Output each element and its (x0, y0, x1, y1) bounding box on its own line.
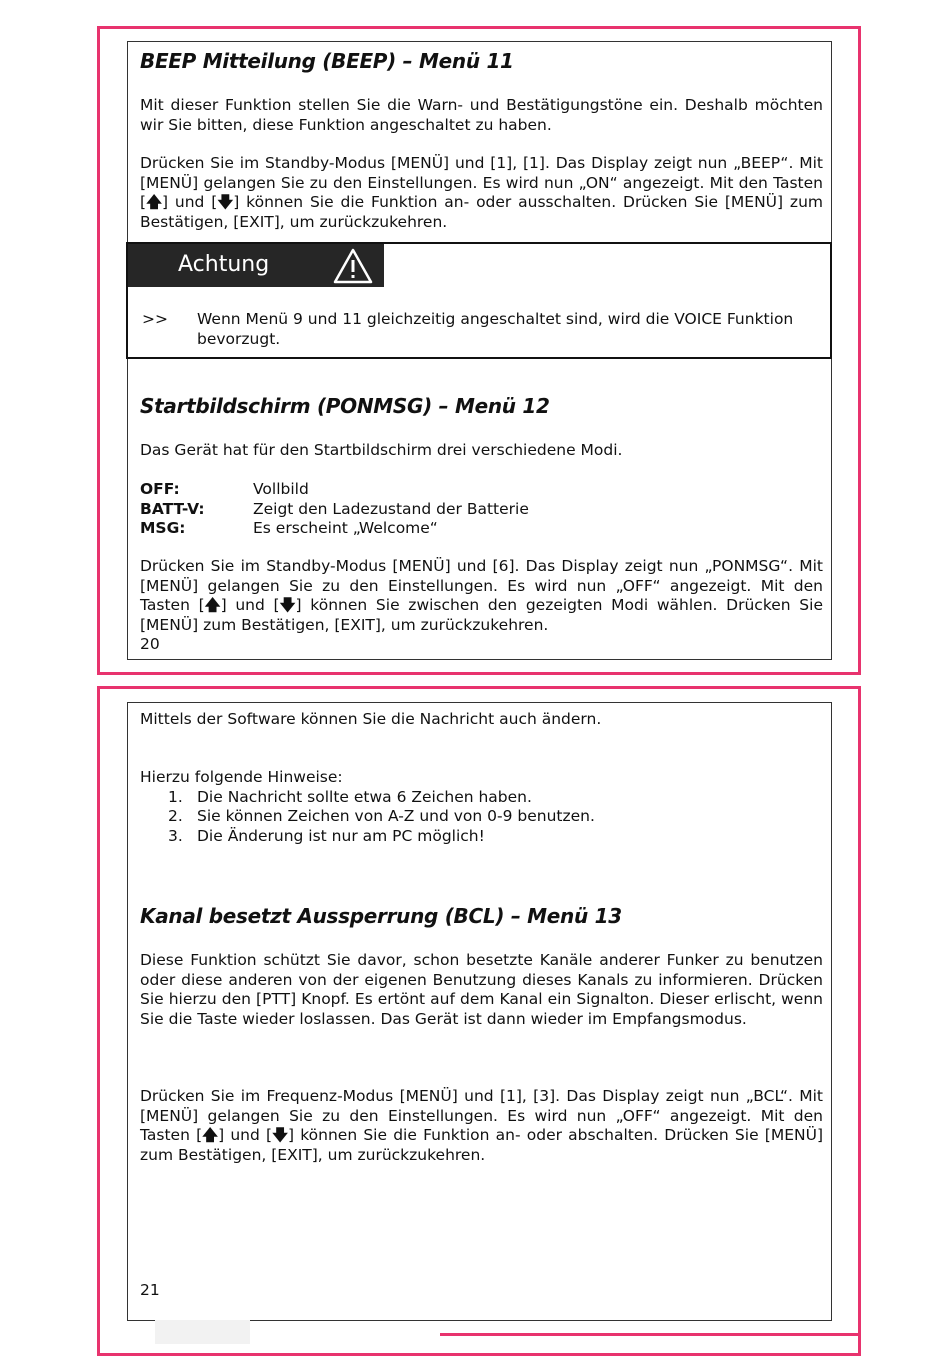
bottom-accent-line (440, 1333, 860, 1336)
hint-number: 2. (168, 807, 183, 825)
hint-text: Sie können Zeichen von A-Z und von 0-9 benutzen. (197, 807, 595, 825)
mode-term-batt: BATT-V: (140, 500, 205, 518)
hint-number: 3. (168, 827, 183, 845)
warning-header (128, 244, 384, 287)
heading-beep: BEEP Mitteilung (BEEP) – Menü 11 (140, 49, 514, 73)
page-number-20: 20 (140, 635, 160, 653)
warning-text: Wenn Menü 9 und 11 gleichzeitig angeschaltet sind, wird die VOICE Funktion bevorzugt. (197, 310, 794, 348)
warning-marker: >> (142, 310, 168, 328)
software-intro: Mittels der Software können Sie die Nachricht auch ändern. (140, 710, 602, 728)
mode-term-off: OFF: (140, 480, 180, 498)
hints-title: Hierzu folgende Hinweise: (140, 768, 343, 786)
bottom-gray-strip (155, 1320, 250, 1344)
heading-ponmsg: Startbildschirm (PONMSG) – Menü 12 (140, 394, 550, 418)
warning-triangle-icon (333, 248, 373, 284)
ponmsg-intro: Das Gerät hat für den Startbildschirm drei verschiedene Modi. (140, 441, 623, 459)
down-arrow-icon: 🡇 (279, 596, 296, 614)
up-arrow-icon: 🡅 (146, 193, 162, 211)
up-arrow-icon: 🡅 (204, 596, 221, 614)
beep-paragraph-1: Mit dieser Funktion stellen Sie die Warn- und Bestätigungstöne ein. Deshalb möchten wir Sie bitten, diese Funktion angeschaltet zu haben. (140, 96, 823, 134)
page-2-content (127, 702, 832, 1321)
page-number-21: 21 (140, 1281, 160, 1299)
bcl-paragraph-2: Drücken Sie im Frequenz-Modus [MENÜ] und [1], [3]. Das Display zeigt nun „BCL“. Mit [MENÜ] gelangen Sie zu den Einstellungen. Es wird nun „OFF“ angezeigt. Mit den Tasten [🡅] und [🡇] können Sie die Funktion an- oder abschalten. Drücken Sie [MENÜ] zum Bestätigen, [EXIT], um zurückzukehren. (140, 1087, 824, 1164)
mode-desc-off: Vollbild (253, 480, 309, 498)
mode-desc-msg: Es erscheint „Welcome“ (253, 519, 438, 537)
ponmsg-paragraph: Drücken Sie im Standby-Modus [MENÜ] und [6]. Das Display zeigt nun „PONMSG“. Mit [MENÜ] gelangen Sie zu den Einstellungen. Es wird nun „OFF“ angezeigt. Mit den Tasten [🡅] und [🡇] können Sie zwischen den gezeigten Modi wählen. Drücken Sie [MENÜ] zum Bestätigen, [EXIT], um zurückzukehren. (140, 557, 823, 634)
warning-box (126, 242, 832, 359)
bcl-paragraph-1: Diese Funktion schützt Sie davor, schon besetzte Kanäle anderer Funker zu benutzen oder diese anderen von der eigenen Benutzung dieses Kanals zu informieren. Drücken Sie hierzu den [PTT] Knopf. Es ertönt auf dem Kanal ein Signalton. Dieser erlischt, wenn Sie die Taste wieder loslassen. Das Gerät ist dann wieder im Empfangsmodus. (140, 951, 823, 1028)
hint-text: Die Änderung ist nur am PC möglich! (197, 827, 485, 845)
up-arrow-icon: 🡅 (202, 1126, 219, 1144)
mode-term-msg: MSG: (140, 519, 186, 537)
page-1-content (127, 41, 832, 660)
down-arrow-icon: 🡇 (217, 193, 234, 211)
warning-label: Achtung (178, 252, 270, 277)
beep-paragraph-2: Drücken Sie im Standby-Modus [MENÜ] und [1], [1]. Das Display zeigt nun „BEEP“. Mit [MENÜ] gelangen Sie zu den Einstellungen. Es wird nun „ON“ angezeigt. Mit den Tasten [🡅] und [🡇] können Sie die Funktion an- oder ausschalten. Drücken Sie [MENÜ] zum Bestätigen, [EXIT], um zurückzukehren. (140, 154, 823, 231)
hint-number: 1. (168, 788, 183, 806)
hint-text: Die Nachricht sollte etwa 6 Zeichen haben. (197, 788, 532, 806)
mode-desc-batt: Zeigt den Ladezustand der Batterie (253, 500, 529, 518)
heading-bcl: Kanal besetzt Aussperrung (BCL) – Menü 13 (140, 904, 622, 928)
down-arrow-icon: 🡇 (272, 1126, 288, 1144)
